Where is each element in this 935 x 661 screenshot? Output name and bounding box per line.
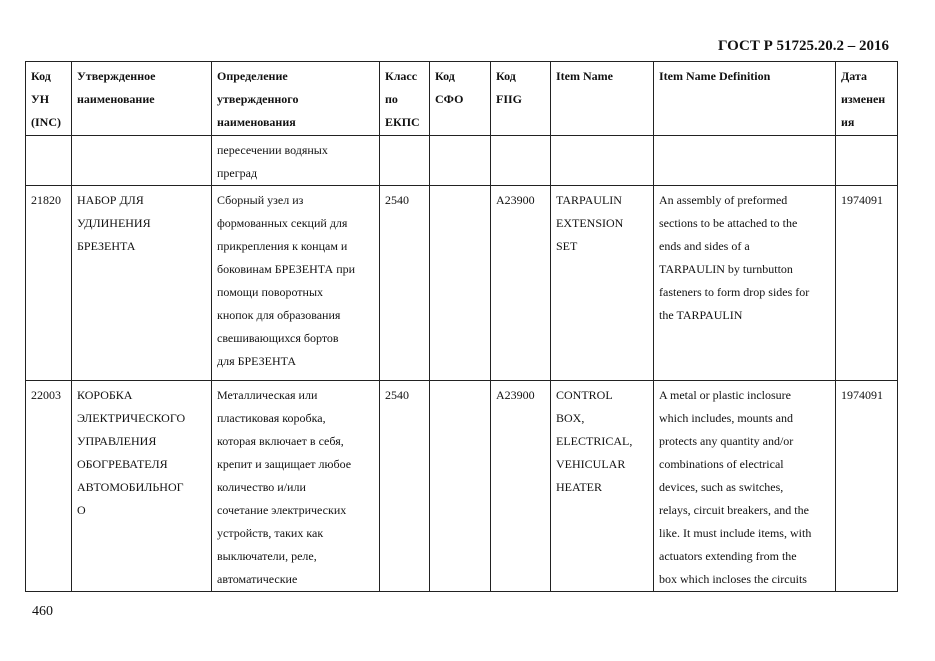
cell-definition: Сборный узел из формованных секций для прикрепления к концам и боковинам БРЕЗЕНТА при помощи поворотных кнопок для образования свешивающихся бортов для БРЕЗЕНТА	[212, 186, 380, 381]
cell-item-name	[551, 136, 654, 186]
cell-item-name: TARPAULIN EXTENSION SET	[551, 186, 654, 381]
cell-approved-name: НАБОР ДЛЯ УДЛИНЕНИЯ БРЕЗЕНТА	[72, 186, 212, 381]
cell-change-date	[836, 136, 898, 186]
col-header-change-date: Дата изменен ия	[836, 62, 898, 136]
cell-ekps-class: 2540	[380, 381, 430, 592]
cell-approved-name: КОРОБКА ЭЛЕКТРИЧЕСКОГО УПРАВЛЕНИЯ ОБОГРЕВАТЕЛЯ АВТОМОБИЛЬНОГ О	[72, 381, 212, 592]
cell-item-name-definition: An assembly of preformed sections to be attached to the ends and sides of a TARPAULIN by turnbutton fasteners to form drop sides for the TARPAULIN	[654, 186, 836, 381]
cell-definition: пересечении водяных преград	[212, 136, 380, 186]
table-row	[26, 186, 898, 381]
col-header-inc-code: Код УН (INC)	[26, 62, 72, 136]
cell-ekps-class: 2540	[380, 186, 430, 381]
table-row	[26, 136, 898, 186]
document-header: ГОСТ Р 51725.20.2 – 2016	[717, 38, 889, 54]
cell-fiig-code: A23900	[491, 186, 551, 381]
col-header-approved-name: Утвержденное наименование	[72, 62, 212, 136]
cell-item-name: CONTROL BOX, ELECTRICAL, VEHICULAR HEATER	[551, 381, 654, 592]
cell-change-date: 1974091	[836, 186, 898, 381]
cell-sfo-code	[430, 381, 491, 592]
col-header-fiig-code: Код FIIG	[491, 62, 551, 136]
cell-ekps-class	[380, 136, 430, 186]
cell-item-name-definition: A metal or plastic inclosure which includes, mounts and protects any quantity and/or combinations of electrical devices, such as switches, relays, circuit breakers, and the like. It must include items, with actuators extending from the box which incloses the circuits	[654, 381, 836, 592]
table-header-row	[26, 62, 898, 136]
col-header-ekps-class: Класс по ЕКПС	[380, 62, 430, 136]
page-number: 460	[32, 604, 53, 619]
cell-inc-code: 21820	[26, 186, 72, 381]
cell-change-date: 1974091	[836, 381, 898, 592]
cell-fiig-code	[491, 136, 551, 186]
item-names-table	[25, 61, 898, 592]
col-header-item-name: Item Name	[551, 62, 654, 136]
cell-approved-name	[72, 136, 212, 186]
cell-fiig-code: A23900	[491, 381, 551, 592]
cell-inc-code: 22003	[26, 381, 72, 592]
cell-item-name-definition	[654, 136, 836, 186]
cell-sfo-code	[430, 186, 491, 381]
col-header-definition: Определение утвержденного наименования	[212, 62, 380, 136]
cell-definition: Металлическая или пластиковая коробка, которая включает в себя, крепит и защищает любое количество и/или сочетание электрических устройств, таких как выключатели, реле, автоматические	[212, 381, 380, 592]
cell-inc-code	[26, 136, 72, 186]
col-header-sfo-code: Код СФО	[430, 62, 491, 136]
cell-sfo-code	[430, 136, 491, 186]
col-header-item-name-definition: Item Name Definition	[654, 62, 836, 136]
table-row	[26, 381, 898, 592]
